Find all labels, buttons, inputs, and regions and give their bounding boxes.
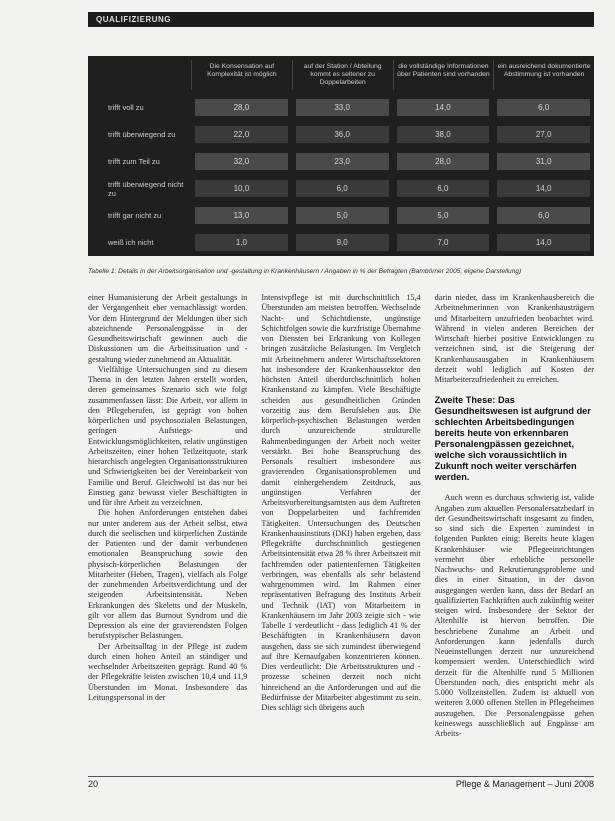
- table-cell: 36,0: [296, 126, 389, 143]
- table-cell: 27,0: [497, 126, 590, 143]
- paragraph: Vielfältige Untersuchungen sind zu diesem Thema in den letzten Jahren erstellt worden, deren gemeinsames Szenario sich wie folgt zusammenfassen lässt: Die Arbeit, vor allem in den Pflegeberufen, ist geprägt von hohen körperlichen und psychosozialen Belastungen, geringen Aufstiegs- und Entwicklungsmöglichkeiten, relativ ungünstigen Arbeitszeiten, einer hohen Teilzeitquote, stark hierarchisch angelegten Organisationsstrukturen und Schwierigkeiten bei der Vereinbarkeit von Familie und Beruf. Gleichwohl ist das nur bei Einstieg ganz bewusst vieler Beschäftigten in und für ihre Arbeit zu verzeichnen.: [88, 364, 248, 507]
- table-cell: 5,0: [397, 207, 490, 224]
- table-body: [88, 94, 594, 256]
- row-label: trifft überwiegend nicht zu: [108, 179, 184, 198]
- row-label: trifft gar nicht zu: [108, 211, 162, 220]
- table-cell: 28,0: [195, 99, 288, 116]
- table-cell: 7,0: [397, 234, 490, 251]
- column-header: Die Konsensation auf Komplexität ist möglich: [191, 60, 292, 90]
- table-cell: 6,0: [497, 207, 590, 224]
- table-cell: 31,0: [497, 153, 590, 170]
- table-cell: 28,0: [397, 153, 490, 170]
- table-cell: 22,0: [195, 126, 288, 143]
- text-column-3: [435, 293, 594, 776]
- table-cell: 9,0: [296, 234, 389, 251]
- table-caption: Tabelle 1: Details in der Arbeitsorganisation und -gestaltung in Krankenhäusern / Angaben in % der Befragten (Bambörner 2005, eigene Darstellung): [88, 268, 522, 275]
- paragraph: Der Arbeitsalltag in der Pflege ist zudem durch einen hohen Anteil an ständiger und wechselnder Arbeitszeiten geprägt. Rund 40 % der Pflegekräfte leisten zwischen 10,4 und 11,9 Überstunden im Monat. Insbesondere das Leitungspersonal in der: [88, 641, 248, 702]
- table-row: [88, 121, 594, 148]
- text-column-1: [88, 293, 247, 776]
- column-header: die vollständige Informationen über Patienten sind vorhanden: [393, 60, 494, 90]
- table-cell: 33,0: [296, 99, 389, 116]
- section-title: QUALIFIZIERUNG: [96, 15, 171, 24]
- data-table: [88, 56, 594, 256]
- column-header: auf der Station / Abteilung kommt es seltener zu Doppelarbeiten: [292, 60, 393, 90]
- table-cell: 10,0: [195, 180, 288, 197]
- table-cell: 14,0: [497, 234, 590, 251]
- paragraph: darin nieder, dass im Krankenhausbereich die Arbeitnehmerinnen von Krankenhausträgern und Mitarbeitern unzufrieden beobachtet wird. Während in vielen anderen Bereichen der Wirtschaft hierbei positive Entwicklungen zu verzeichnen sind, ist die Steigerung der Krankenhausausgaben in Krankenhäusern derzeit wohl lediglich auf Kosten der Mitarbeiterzufriedenheit zu erreichen.: [434, 293, 594, 384]
- row-label: trifft voll zu: [108, 103, 144, 112]
- table-cell: 6,0: [397, 180, 490, 197]
- table-cell: 14,0: [497, 180, 590, 197]
- table-row: [88, 175, 594, 202]
- article-body: [88, 293, 594, 776]
- table-cell: 13,0: [195, 207, 288, 224]
- paragraph: einer Humanisierung der Arbeit gestaltungs in der Vergangenheit eher vernachlässigt worden. Vor dem Hintergrund der Meldungen über sich abzeichnende Personalengpässe in der Gesundheitswirtschaft gewinnen auch die Diskussionen um die Arbeitssituation und -gestaltung wieder zunehmend an Aktualität.: [88, 293, 248, 364]
- table-cell: 14,0: [397, 99, 490, 116]
- paragraph: Auch wenn es durchaus schwierig ist, valide Angaben zum aktuellen Personalersatzbedarf in der Gesundheitswirtschaft insgesamt zu finden, so sind sich die Experten zumindest in folgenden Punkten einig: Bereits heute klagen Krankenhäuser wie Pflegeeinrichtungen vermehrt über erhebliche personelle Nachwuchs- und Rekrutierungsprobleme und dies in einer Situation, in der davon ausgegangen werden kann, dass der Bedarf an qualifizierten Fachkräften auch zukünftig weiter steigen wird. Insbesondere der Sektor der Altenhilfe ist hiervon betroffen. Die beschriebene Zunahme an Arbeit und Anforderungen kann jedenfalls durch Neueinstellungen derzeit nur unzureichend kompensiert werden. Unterschiedlich wird derzeit für die Altenhilfe rund 5 Millionen Überstunden noch, dies entspricht mehr als 5.000 Vollzeitstellen. Zudem ist aktuell von weiteren 3.000 offenen Stellen in Pflegeheimen auszugehen. Die Personalengpässe gehen keineswegs ausschließlich auf Engpässe am Arbeits-: [434, 493, 594, 738]
- row-label: weiß ich nicht: [108, 238, 154, 247]
- table-cell: 23,0: [296, 153, 389, 170]
- footer-divider: [88, 776, 594, 777]
- page-number: 20: [88, 779, 99, 789]
- table-row: [88, 229, 594, 256]
- paragraph: Intensivpflege ist mit durchschnittlich 15,4 Überstunden am meisten betroffen. Wechselnde Nacht- und Schichtdienste, ungünstige Schichtfolgen sowie die kurzfristige Übernahme von Diensten bei Erkrankung von Kollegen bringen zusätzliche Belastungen. Im Vergleich mit Arbeitnehmern anderer Wirtschaftssektoren hat insbesondere der Krankenhaussektor den höchsten Anteil überdurchschnittlich hohen Krankenstand zu kämpfen. Viele Beschäftigte scheiden aus gesundheitlichen Gründen vorzeitig aus dem Berufsleben aus. Die körperlich-psychischen Belastungen werden durch unzureichende strukturelle Rahmenbedingungen der Arbeit noch weiter verstärkt. Bei hohe Beanspruchung des Personals resultiert insbesondere aus gravierenden Organisationsproblemen und damit einhergehendem Zeitdruck, aus ungünstigen Verfahren der Arbeitsvorbereitungsamtsten aus dem Auftreten von Doppelarbeiten und fachfremden Tätigkeiten. Untersuchungen des Deutschen Krankenhausinstituts (DKI) haben ergeben, dass Pflegekräfte durchschnittlich gestiegenen Arbeitsintensität etwa 28 % ihrer Arbeitszeit mit fachfremden oder patientenfernen Tätigkeiten verbringen, was ebenfalls als sehr belastend wahrgenommen wird. Im Rahmen einer repräsentativen Befragung des Instituts Arbeit und Technik (IAT) von Mitarbeitern in Krankenhäusern im Jahr 2003 zeigte sich - wie Tabelle 1 verdeutlicht - dass lediglich 41 % der Beschäftigten in Krankenhäusern davon ausgehen, dass sie sich zumindest überwiegend auf ihre Kernaufgaben konzentrieren können. Dies verdeutlicht: Die Arbeitsstrukturen und -prozesse scheinen derzeit noch nicht hinreichend an die Anforderungen und auf die Bedürfnisse der Mitarbeiter abgestimmt zu sein. Dies schlägt sich übrigens auch: [261, 293, 421, 712]
- section-header: [88, 12, 594, 27]
- table-cell: 1,0: [195, 234, 288, 251]
- row-label: trifft überwiegend zu: [108, 130, 176, 139]
- table-cell: 5,0: [296, 207, 389, 224]
- row-label: trifft zum Teil zu: [108, 157, 160, 166]
- table-cell: 38,0: [397, 126, 490, 143]
- table-cell: 32,0: [195, 153, 288, 170]
- journal-name: Pflege & Management – Juni 2008: [455, 779, 594, 789]
- table-row: [88, 94, 594, 121]
- paragraph: Die hohen Anforderungen entstehen dabei nur unter anderem aus der Arbeit selbst, etwa durch die seelischen und körperlichen Zustände der Patienten und der damit verbundenen emotionalen Beanspruchung sowie den physisch-körperlichen Belastungen der Mitarbeiter (Heben, Tragen), vielfach als Folge der zunehmenden Arbeitsverdichtung und der steigenden Arbeitsintensität. Neben Erkrankungen des Skeletts und der Muskeln, gilt vor allem das Burnout Syndrom und die Depression als eine der gravierendsten Folgen berufstypischer Belastungen.: [88, 508, 248, 641]
- table-cell: 6,0: [296, 180, 389, 197]
- table-header: [191, 60, 594, 90]
- thesis-heading: Zweite These: Das Gesundheitswesen ist aufgrund der schlechten Arbeitsbedingungen bereits heute von erkennbaren Personalengpässen gezeichnet, welche sich voraussichtlich in Zukunft noch weiter verschärfen werden.: [434, 395, 591, 483]
- table-row: [88, 148, 594, 175]
- text-column-2: [261, 293, 420, 776]
- table-row: [88, 202, 594, 229]
- column-header: ein ausreichend dokumentierte Abstimmung ist vorhanden: [493, 60, 594, 90]
- table-cell: 6,0: [497, 99, 590, 116]
